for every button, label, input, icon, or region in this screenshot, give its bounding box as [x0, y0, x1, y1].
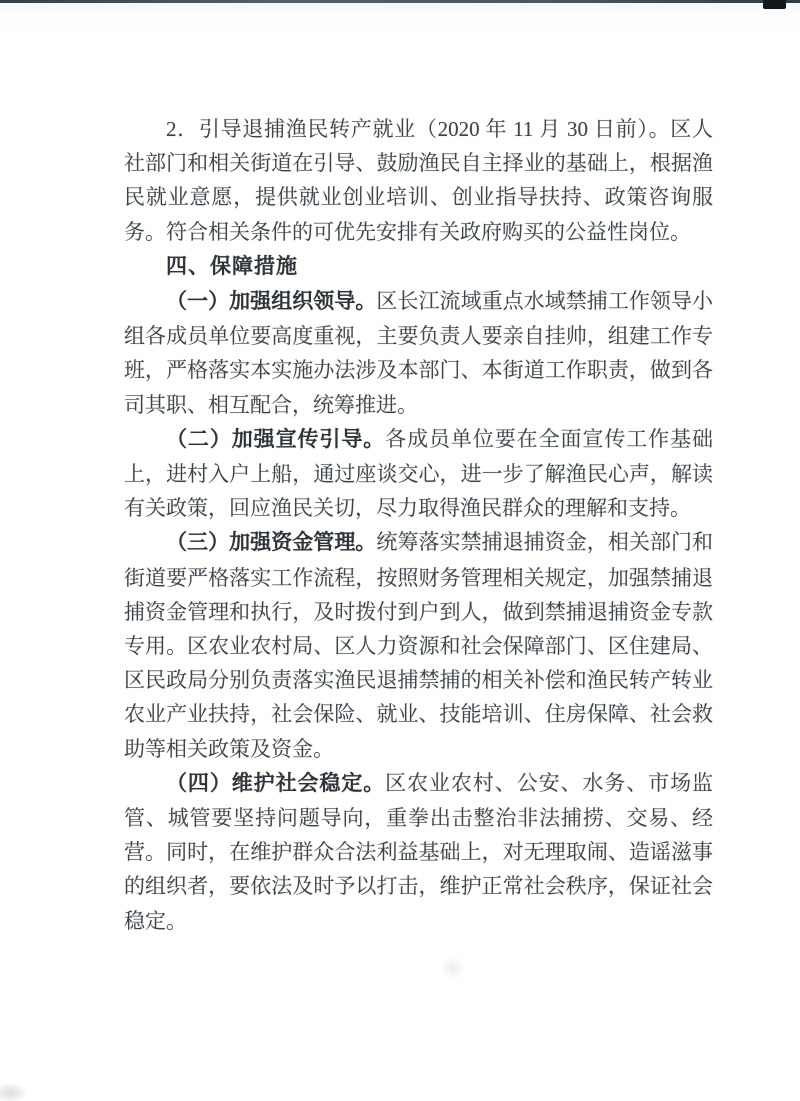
scan-corner-mark [763, 0, 786, 9]
body-text: 2．引导退捕渔民转产就业（2020 年 11 月 30 日前）。区人社部门和相关街道在引导、鼓励渔民自主择业的基础上，根据渔民就业意愿，提供就业创业培训、创业指导扶持、政策咨询服务。符合相关条件的可优先安排有关政府购买的公益性岗位。 [124, 117, 713, 244]
body-text: 统筹落实禁捕退捕资金，相关部门和街道要严格落实工作流程，按照财务管理相关规定，加强禁捕退捕资金管理和执行，及时拨付到户到人，做到禁捕退捕资金专款专用。区农业农村局、区人力资源和社会保障部门、区住建局、区民政局分别负责落实渔民退捕禁捕的相关补偿和渔民转产转业农业产业扶持，社会保险、就业、技能培训、住房保障、社会救助等相关政策及资金。 [124, 530, 714, 761]
paragraph-item-4-stability [124, 766, 713, 938]
bold-lead-text: （二）加强宣传引导。 [166, 427, 386, 451]
scan-top-edge-artifact [0, 0, 800, 3]
paragraph-item-2-publicity [124, 422, 713, 526]
document-text-block [124, 112, 713, 938]
body-text: 区农业农村、公安、水务、市场监管、城管要坚持问题导向，重拳出击整治非法捕捞、交易、经营。同时，在维护群众合法利益基础上，对无理取闹、造谣滋事的组织者，要依法及时予以打击，维护正常社会秩序，保证社会稳定。 [124, 770, 714, 933]
body-text: 各成员单位要在全面宣传工作基础上，进村入户上船，通过座谈交心，进一步了解渔民心声，解读有关政策，回应渔民关切，尽力取得渔民群众的理解和支持。 [124, 426, 714, 521]
section-heading-four [124, 249, 713, 284]
paragraph-item-1-organization [124, 284, 713, 422]
bold-lead-text: （一）加强组织领导。 [166, 290, 377, 314]
scan-bottom-smudge-artifact [0, 1082, 28, 1101]
paragraph-transfer-employment [124, 112, 713, 249]
body-text: 区长江流域重点水域禁捕工作领导小组各成员单位要高度重视，主要负责人要亲自挂帅，组建工作专班，严格落实本实施办法涉及本部门、本街道工作职责，做到各司其职、相互配合，统筹推进。 [124, 289, 714, 417]
scan-smudge-artifact [440, 955, 466, 981]
bold-lead-text: （三）加强资金管理。 [166, 531, 377, 555]
paragraph-item-3-funds [124, 525, 713, 765]
bold-lead-text: 四、保障措施 [166, 254, 298, 278]
bold-lead-text: （四）维护社会稳定。 [166, 771, 386, 795]
